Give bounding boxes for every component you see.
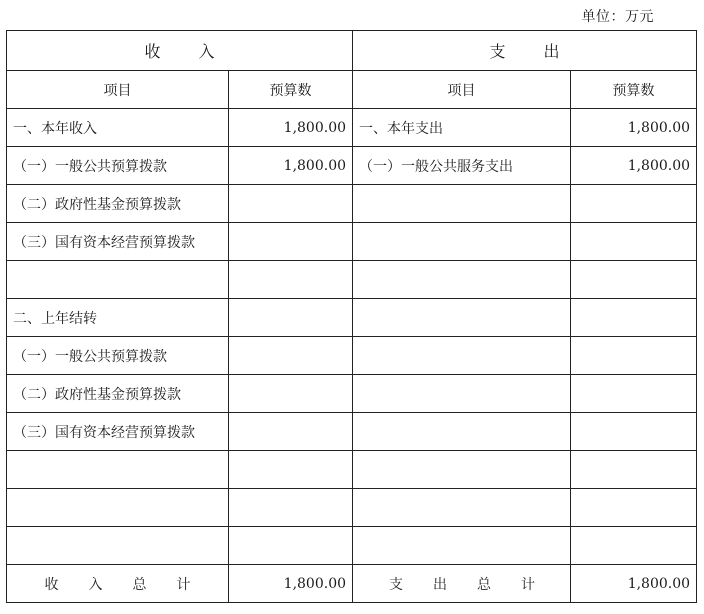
totals-row — [7, 565, 697, 603]
expense-amount-cell: 1,800.00 — [571, 109, 697, 147]
income-item-cell — [7, 261, 229, 299]
income-amount-cell — [229, 185, 353, 223]
expense-item-cell: 一、本年支出 — [353, 109, 571, 147]
income-amount-cell — [229, 527, 353, 565]
expense-item-cell — [353, 337, 571, 375]
income-item-cell: 一、本年收入 — [7, 109, 229, 147]
income-amount-cell — [229, 223, 353, 261]
income-item-cell: （三）国有资本经营预算拨款 — [7, 223, 229, 261]
expense-item-cell: （一）一般公共服务支出 — [353, 147, 571, 185]
unit-label: 单位：万元 — [581, 9, 654, 25]
expense-item-cell — [353, 261, 571, 299]
expense-item-cell — [353, 299, 571, 337]
table-row — [7, 489, 697, 527]
column-header-row — [7, 71, 697, 109]
income-item-cell: 二、上年结转 — [7, 299, 229, 337]
expense-item-cell — [353, 223, 571, 261]
expense-item-cell — [353, 527, 571, 565]
table-row — [7, 375, 697, 413]
income-amount-cell — [229, 451, 353, 489]
income-amount-cell: 1,800.00 — [229, 109, 353, 147]
expense-amount-column-header: 预算数 — [571, 71, 697, 109]
table-row — [7, 185, 697, 223]
expense-amount-cell — [571, 337, 697, 375]
table-row — [7, 451, 697, 489]
income-item-cell — [7, 489, 229, 527]
income-amount-column-header: 预算数 — [229, 71, 353, 109]
income-amount-cell — [229, 413, 353, 451]
income-total-amount: 1,800.00 — [229, 565, 353, 603]
income-amount-cell: 1,800.00 — [229, 147, 353, 185]
income-item-cell: （三）国有资本经营预算拨款 — [7, 413, 229, 451]
income-amount-cell — [229, 337, 353, 375]
expense-item-cell — [353, 185, 571, 223]
expense-section-header: 支出 — [353, 31, 697, 71]
expense-amount-cell — [571, 527, 697, 565]
expense-item-cell — [353, 413, 571, 451]
expense-item-column-header: 项目 — [353, 71, 571, 109]
income-item-cell: （二）政府性基金预算拨款 — [7, 375, 229, 413]
table-row — [7, 223, 697, 261]
table-row — [7, 261, 697, 299]
income-amount-cell — [229, 489, 353, 527]
expense-amount-cell — [571, 261, 697, 299]
table-row — [7, 337, 697, 375]
income-section-header: 收入 — [7, 31, 353, 71]
budget-table — [6, 30, 697, 603]
expense-amount-cell — [571, 413, 697, 451]
income-item-cell: （一）一般公共预算拨款 — [7, 337, 229, 375]
table-row — [7, 413, 697, 451]
income-item-cell — [7, 451, 229, 489]
income-item-cell: （一）一般公共预算拨款 — [7, 147, 229, 185]
table-row — [7, 109, 697, 147]
income-item-column-header: 项目 — [7, 71, 229, 109]
expense-amount-cell: 1,800.00 — [571, 147, 697, 185]
section-header-row — [7, 31, 697, 71]
table-row — [7, 299, 697, 337]
income-amount-cell — [229, 375, 353, 413]
expense-item-cell — [353, 489, 571, 527]
income-item-cell: （二）政府性基金预算拨款 — [7, 185, 229, 223]
expense-amount-cell — [571, 451, 697, 489]
expense-amount-cell — [571, 185, 697, 223]
expense-amount-cell — [571, 375, 697, 413]
expense-total-label: 支出总计 — [353, 565, 571, 603]
income-item-cell — [7, 527, 229, 565]
expense-amount-cell — [571, 299, 697, 337]
income-amount-cell — [229, 299, 353, 337]
expense-total-amount: 1,800.00 — [571, 565, 697, 603]
expense-item-cell — [353, 451, 571, 489]
table-row — [7, 147, 697, 185]
expense-item-cell — [353, 375, 571, 413]
income-amount-cell — [229, 261, 353, 299]
income-total-label: 收入总计 — [7, 565, 229, 603]
table-row — [7, 527, 697, 565]
expense-amount-cell — [571, 489, 697, 527]
expense-amount-cell — [571, 223, 697, 261]
